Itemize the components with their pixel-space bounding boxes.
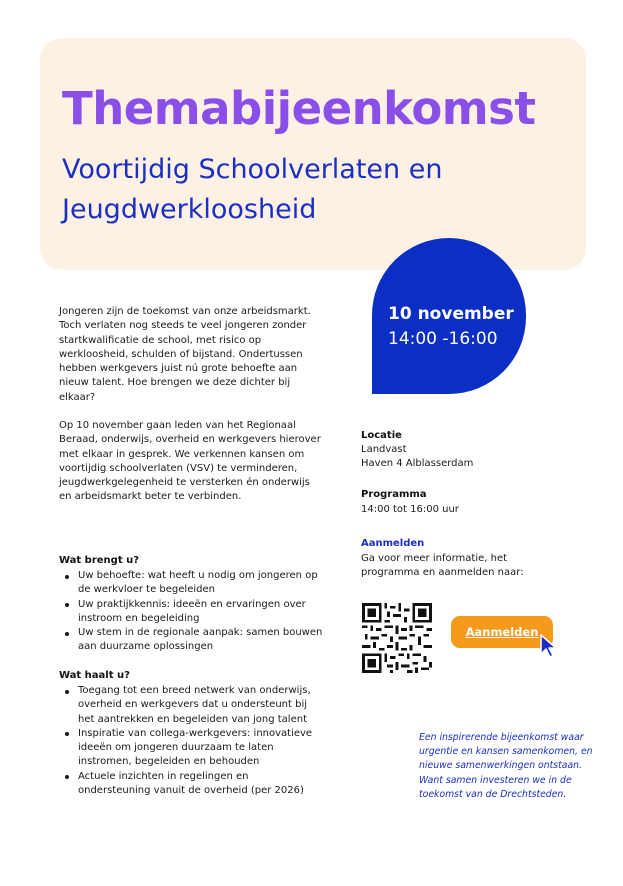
- event-time: 14:00 -16:00: [388, 329, 498, 349]
- page-subtitle: Voortijdig Schoolverlaten en Jeugdwerkloosheid: [62, 154, 443, 225]
- intro-paragraph-2: Op 10 november gaan leden van het Regionaal Beraad, onderwijs, overheid en werkgevers hierover met elkaar in gesprek. We verkennen kansen om voortijdig schoolverlaten (VSV) te verminderen, jeugdwerkgelegenheid te versterken én onderwijs en arbeidsmarkt beter te verbinden.: [59, 420, 321, 503]
- gain-list: [59, 684, 324, 798]
- list-item: Toegang tot een breed netwerk van onderwijs, overheid en werkgevers dat u ondersteunt bij het aantrekken en begeleiden van jong talent: [59, 684, 324, 727]
- gain-heading: Wat haalt u?: [59, 670, 130, 681]
- bring-list: [59, 569, 324, 655]
- list-item: Actuele inzichten in regelingen en ondersteuning vanuit de overheid (per 2026): [59, 770, 324, 799]
- signup-button[interactable]: Aanmelden: [451, 616, 553, 648]
- program-time: 14:00 tot 16:00 uur: [361, 504, 459, 515]
- signup-label: Aanmelden: [361, 538, 425, 549]
- program-label: Programma: [361, 489, 427, 500]
- list-item: Uw stem in de regionale aanpak: samen bouwen aan duurzame oplossingen: [59, 626, 324, 655]
- location-label: Locatie: [361, 430, 402, 441]
- list-item: Uw behoefte: wat heeft u nodig om jongeren op de werkvloer te begeleiden: [59, 569, 324, 598]
- location-name: Landvast: [361, 444, 407, 455]
- location-address: Haven 4 Alblasserdam: [361, 458, 474, 469]
- event-date: 10 november: [388, 304, 514, 324]
- list-item: Uw praktijkkennis: ideeën en ervaringen over instroom en begeleiding: [59, 598, 324, 627]
- signup-text: Ga voor meer informatie, het programma en aanmelden naar:: [361, 553, 524, 578]
- intro-paragraph-1: Jongeren zijn de toekomst van onze arbeidsmarkt. Toch verlaten nog steeds te veel jongeren zonder startkwalificatie de school, met risico op werkloosheid, schulden of bijstand. Ondertussen hebben werkgevers juist nú grote behoefte aan nieuw talent. Hoe brengen we deze dichter bij elkaar?: [59, 306, 311, 403]
- cursor-arrow-icon: [539, 633, 561, 659]
- list-item: Inspiratie van collega-werkgevers: innovatieve ideeën om jongeren duurzaam te laten instromen, begeleiden en behouden: [59, 727, 324, 770]
- page-title: Themabijeenkomst: [62, 82, 536, 135]
- qr-code-icon[interactable]: [362, 603, 432, 673]
- bring-heading: Wat brengt u?: [59, 555, 140, 566]
- tagline: Een inspirerende bijeenkomst waar urgentie en kansen samenkomen, en nieuwe samenwerkingen ontstaan. Want samen investeren we in de toekomst van de Drechtsteden.: [419, 732, 593, 800]
